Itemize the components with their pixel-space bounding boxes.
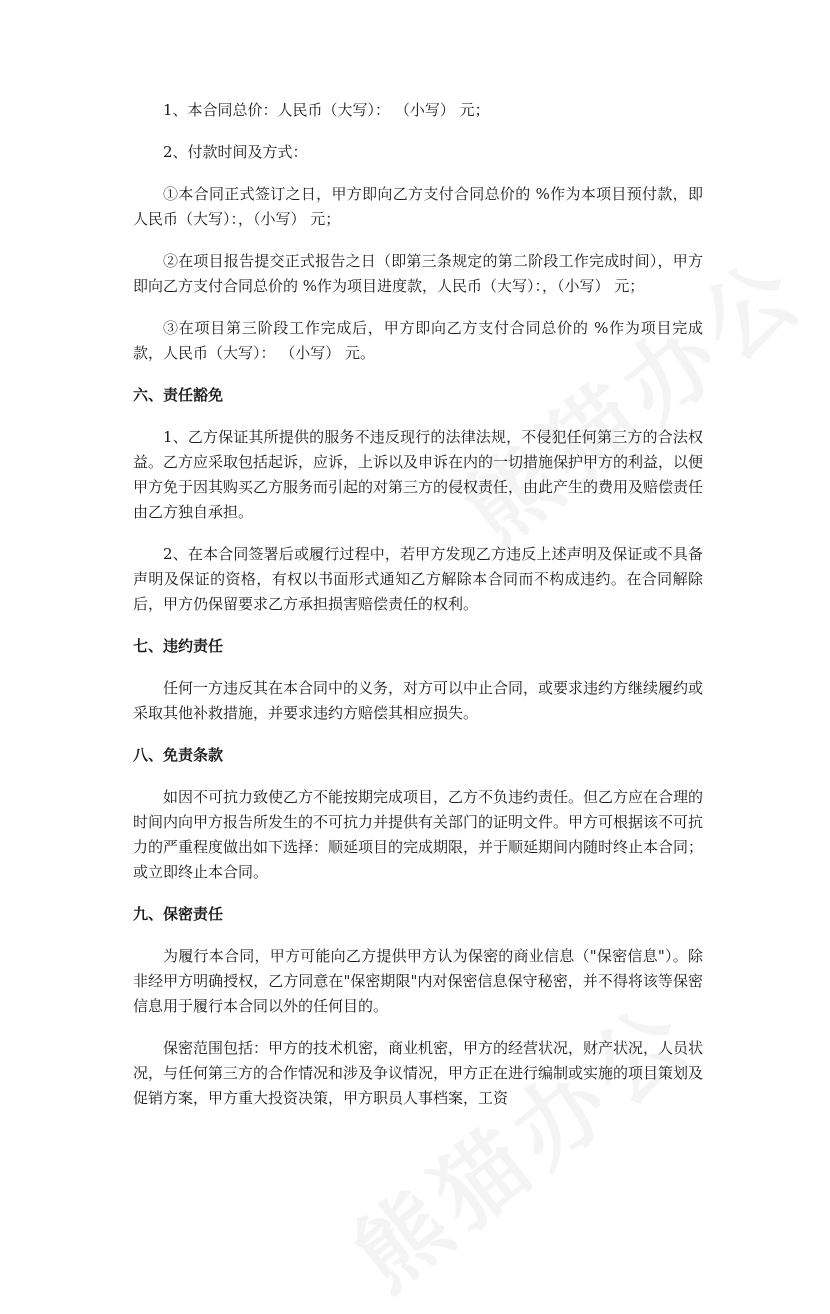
section9-paragraph-2: 保密范围包括：甲方的技术机密，商业机密，甲方的经营状况，财产状况，人员状况，与任何第三方的合作情况和涉及争议情况，甲方正在进行编制或实施的项目策划及促销方案，甲方重大投资决策，甲方职员人事档案，工资 (133, 1039, 704, 1107)
payment-item-2: ②在项目报告提交正式报告之日（即第三条规定的第二阶段工作完成时间），甲方即向乙方支付合同总价的 %作为项目进度款，人民币（大写）：，（小写） 元； (133, 252, 703, 295)
section6-paragraph-1: 1、乙方保证其所提供的服务不违反现行的法律法规，不侵犯任何第三方的合法权益。乙方应采取包括起诉，应诉，上诉以及申诉在内的一切措施保护甲方的利益，以便甲方免于因其购买乙方服务而引起的对第三方的侵权责任，由此产生的费用及赔偿责任由乙方独自承担。 (133, 428, 704, 521)
section-heading-disclaimer: 八、免责条款 (133, 746, 224, 764)
contract-body (133, 98, 703, 1128)
section-heading-confidentiality: 九、保密责任 (133, 905, 224, 923)
payment-item-1: ①本合同正式签订之日，甲方即向乙方支付合同总价的 %作为本项目预付款，即人民币（大写）：，（小写） 元； (133, 185, 703, 228)
section8-paragraph-1: 如因不可抗力致使乙方不能按期完成项目，乙方不负违约责任。但乙方应在合理的时间内向甲方报告所发生的不可抗力并提供有关部门的证明文件。甲方可根据该不可抗力的严重程度做出如下选择：顺延项目的完成期限，并于顺延期间内随时终止本合同；或立即终止本合同。 (133, 788, 704, 881)
section-heading-breach: 七、违约责任 (133, 637, 224, 655)
section6-paragraph-2: 2、在本合同签署后或履行过程中，若甲方发现乙方违反上述声明及保证或不具备声明及保证的资格，有权以书面形式通知乙方解除本合同而不构成违约。在合同解除后，甲方仍保留要求乙方承担损害赔偿责任的权利。 (133, 545, 703, 613)
payment-time-method: 2、付款时间及方式： (163, 143, 308, 161)
section7-paragraph-1: 任何一方违反其在本合同中的义务，对方可以中止合同，或要求违约方继续履约或采取其他补救措施，并要求违约方赔偿其相应损失。 (133, 679, 704, 722)
section9-paragraph-1: 为履行本合同，甲方可能向乙方提供甲方认为保密的商业信息（"保密信息"）。除非经甲方明确授权，乙方同意在"保密期限"内对保密信息保守秘密，并不得将该等保密信息用于履行本合同以外的任何目的。 (133, 947, 703, 1015)
payment-total: 1、本合同总价：人民币（大写）： （小写） 元； (163, 101, 490, 119)
payment-item-3: ③在项目第三阶段工作完成后，甲方即向乙方支付合同总价的 %作为项目完成款，人民币（大写）： （小写） 元。 (133, 319, 703, 362)
section-heading-liability-exemption: 六、责任豁免 (133, 386, 224, 404)
